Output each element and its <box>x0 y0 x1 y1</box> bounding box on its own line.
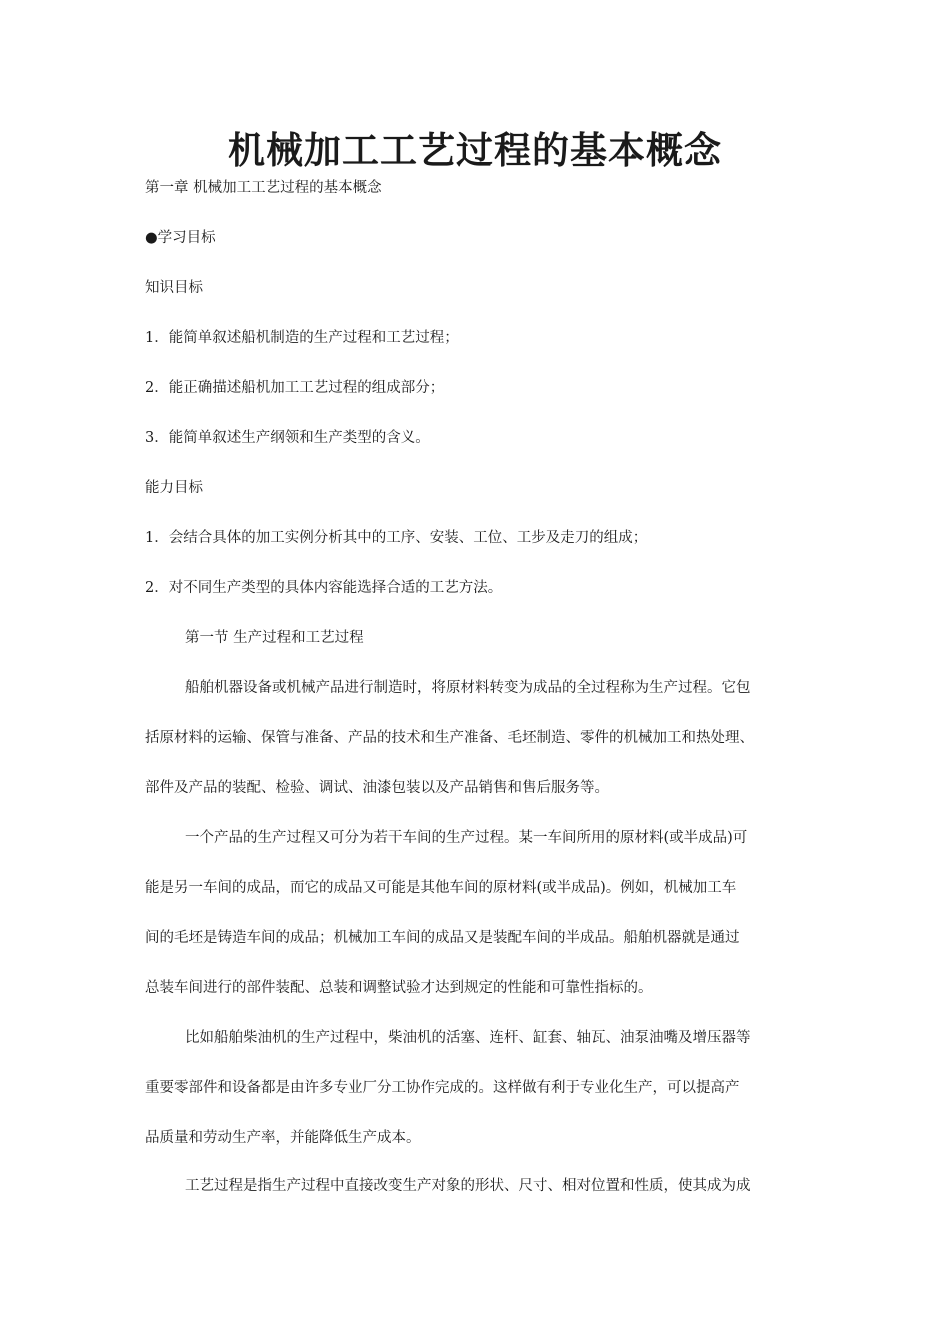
paragraph-line: 一个产品的生产过程又可分为若干车间的生产过程。某一车间所用的原材料(或半成品)可 <box>185 830 748 846</box>
paragraph-line: 比如船舶柴油机的生产过程中，柴油机的活塞、连杆、缸套、轴瓦、油泵油嘴及增压器等 <box>185 1030 751 1046</box>
objectives-heading: ●学习目标 <box>145 230 216 246</box>
paragraph-line: 重要零部件和设备都是由许多专业厂分工协作完成的。这样做有利于专业化生产，可以提高产 <box>145 1080 740 1096</box>
paragraph-line: 品质量和劳动生产率，并能降低生产成本。 <box>145 1130 421 1146</box>
knowledge-item: 3．能简单叙述生产纲领和生产类型的含义。 <box>145 430 430 446</box>
knowledge-item: 2．能正确描述船机加工工艺过程的组成部分； <box>145 380 445 396</box>
document-title: 机械加工工艺过程的基本概念 <box>228 128 722 172</box>
knowledge-heading: 知识目标 <box>145 280 203 296</box>
chapter-heading: 第一章 机械加工工艺过程的基本概念 <box>145 180 382 196</box>
ability-heading: 能力目标 <box>145 480 203 496</box>
paragraph-line: 括原材料的运输、保管与准备、产品的技术和生产准备、毛坯制造、零件的机械加工和热处理、 <box>145 730 754 746</box>
paragraph-line: 工艺过程是指生产过程中直接改变生产对象的形状、尺寸、相对位置和性质，使其成为成 <box>185 1178 751 1194</box>
paragraph-line: 总装车间进行的部件装配、总装和调整试验才达到规定的性能和可靠性指标的。 <box>145 980 653 996</box>
paragraph-line: 船舶机器设备或机械产品进行制造时，将原材料转变为成品的全过程称为生产过程。它包 <box>185 680 751 696</box>
ability-item: 2．对不同生产类型的具体内容能选择合适的工艺方法。 <box>145 580 503 596</box>
paragraph-line: 间的毛坯是铸造车间的成品；机械加工车间的成品又是装配车间的半成品。船舶机器就是通过 <box>145 930 740 946</box>
paragraph-line: 能是另一车间的成品，而它的成品又可能是其他车间的原材料(或半成品)。例如，机械加工车 <box>145 880 737 896</box>
paragraph-line: 部件及产品的装配、检验、调试、油漆包装以及产品销售和售后服务等。 <box>145 780 609 796</box>
knowledge-item: 1．能简单叙述船机制造的生产过程和工艺过程； <box>145 330 459 346</box>
ability-item: 1．会结合具体的加工实例分析其中的工序、安装、工位、工步及走刀的组成； <box>145 530 648 546</box>
section-title: 第一节 生产过程和工艺过程 <box>185 630 364 646</box>
